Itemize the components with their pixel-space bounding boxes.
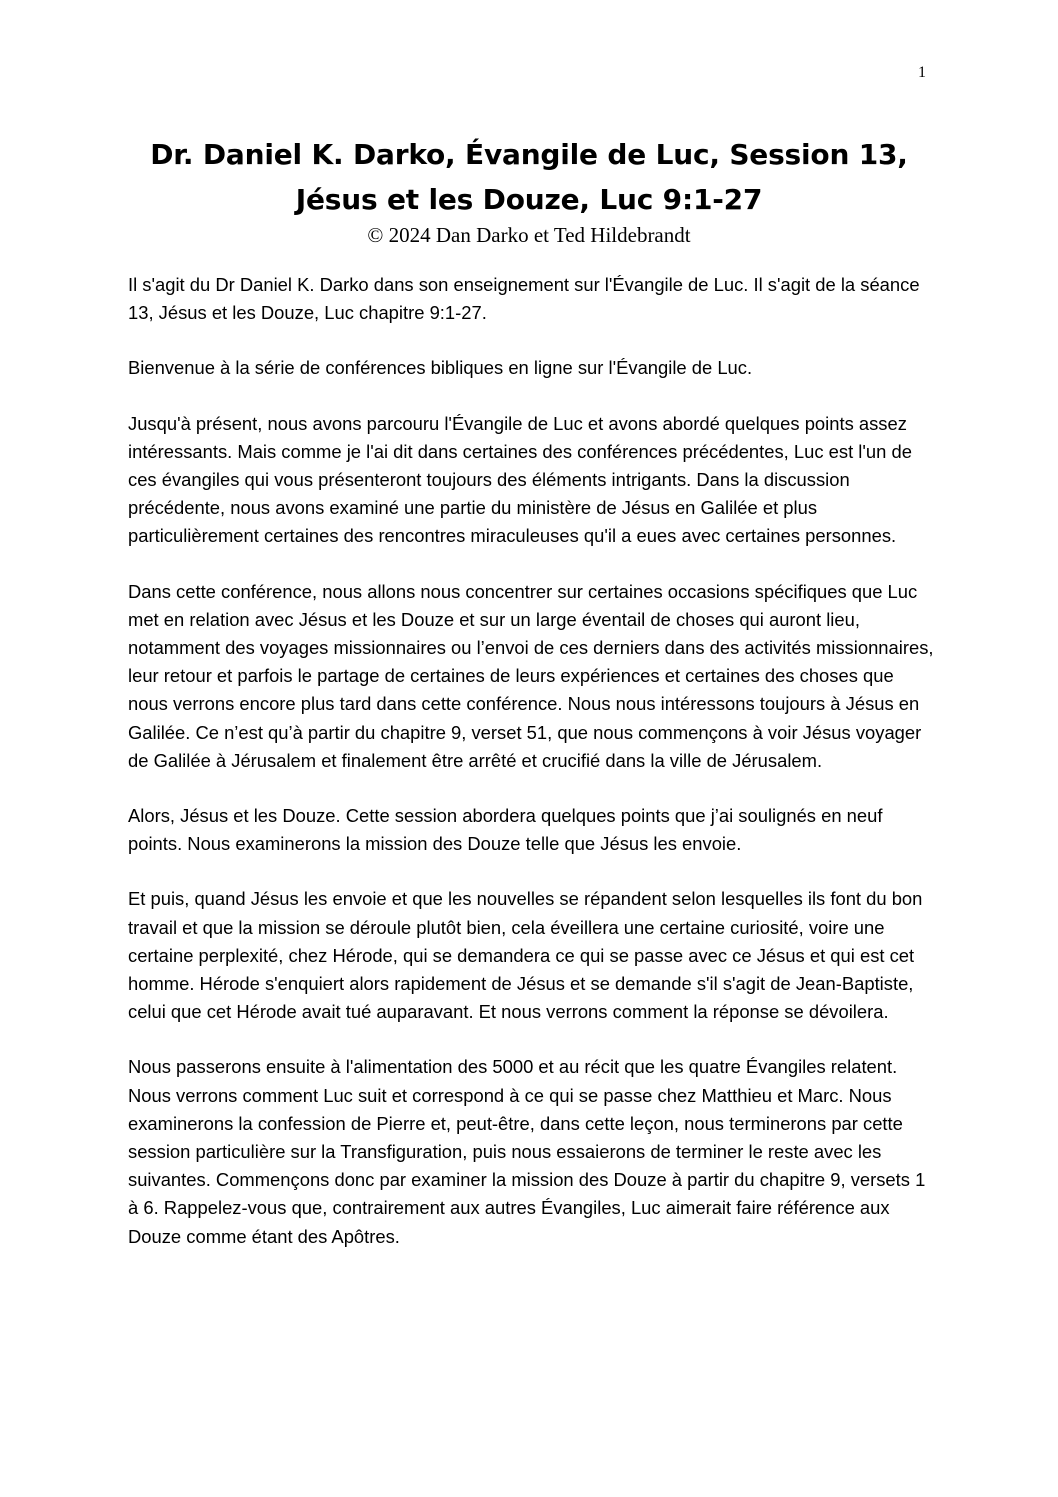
paragraph-feeding: Nous passerons ensuite à l'alimentation des 5000 et au récit que les quatre Évangiles relatent. Nous verrons comment Luc suit et correspond à ce qui se passe chez Matthieu et Marc. Nous examinerons la confession de Pierre et, peut-être, dans cette leçon, nous terminerons par cette session particulière sur la Transfiguration, puis nous essaierons de terminer le reste avec les suivantes. Commençons donc par examiner la mission des Douze à partir du chapitre 9, versets 1 à 6. Rappelez-vous que, contrairement aux autres Évangiles, Luc aimerait faire référence aux Douze comme étant des Apôtres. <box>128 1056 926 1247</box>
paragraph-recap: Jusqu'à présent, nous avons parcouru l'Évangile de Luc et avons abordé quelques points assez intéressants. Mais comme je l'ai dit dans certaines des conférences précédentes, Luc est l'un de ces évangiles qui vous présenteront toujours des éléments intrigants. Dans la discussion précédente, nous avons examiné une partie du ministère de Jésus en Galilée et plus particulièrement certaines des rencontres miraculeuses qu'il a eues avec certaines personnes. <box>128 412 912 547</box>
paragraph-outline: Alors, Jésus et les Douze. Cette session abordera quelques points que j’ai soulignés en neuf points. Nous examinerons la mission des Douze telle que Jésus les envoie. <box>128 805 883 855</box>
copyright-line: © 2024 Dan Darko et Ted Hildebrandt <box>367 223 691 247</box>
paragraph-focus: Dans cette conférence, nous allons nous concentrer sur certaines occasions spécifiques que Luc met en relation avec Jésus et les Douze et sur un large éventail de choses qui auront lieu, notamment des voyages missionnaires ou l’envoi de ces derniers dans des activités missionnaires, leur retour et parfois le partage de certaines de leurs expériences et certaines des choses que nous verrons encore plus tard dans cette conférence. Nous nous intéressons toujours à Jésus en Galilée. Ce n’est qu’à partir du chapitre 9, verset 51, que nous commençons à voir Jésus voyager de Galilée à Jérusalem et finalement être arrêté et crucifié dans la ville de Jérusalem. <box>128 580 934 771</box>
title-line-1: Dr. Daniel K. Darko, Évangile de Luc, Session 13, <box>150 138 908 171</box>
page-number: 1 <box>918 64 926 81</box>
title-line-2: Jésus et les Douze, Luc 9:1-27 <box>295 183 763 216</box>
paragraph-intro: Il s'agit du Dr Daniel K. Darko dans son enseignement sur l'Évangile de Luc. Il s'agit de la séance 13, Jésus et les Douze, Luc chapitre 9:1-27. <box>128 274 920 324</box>
document-title <box>100 132 958 222</box>
document-body <box>128 271 938 1278</box>
paragraph-herod: Et puis, quand Jésus les envoie et que les nouvelles se répandent selon lesquelles ils font du bon travail et que la mission se déroule plutôt bien, cela éveillera une certaine curiosité, voire une certaine perplexité, chez Hérode, qui se demandera ce qui se passe avec ce Jésus et qui est cet homme. Hérode s'enquiert alors rapidement de Jésus et se demande s'il s'agit de Jean-Baptiste, celui que cet Hérode avait tué auparavant. Et nous verrons comment la réponse se dévoilera. <box>128 888 923 1023</box>
paragraph-welcome: Bienvenue à la série de conférences bibliques en ligne sur l'Évangile de Luc. <box>128 357 753 379</box>
